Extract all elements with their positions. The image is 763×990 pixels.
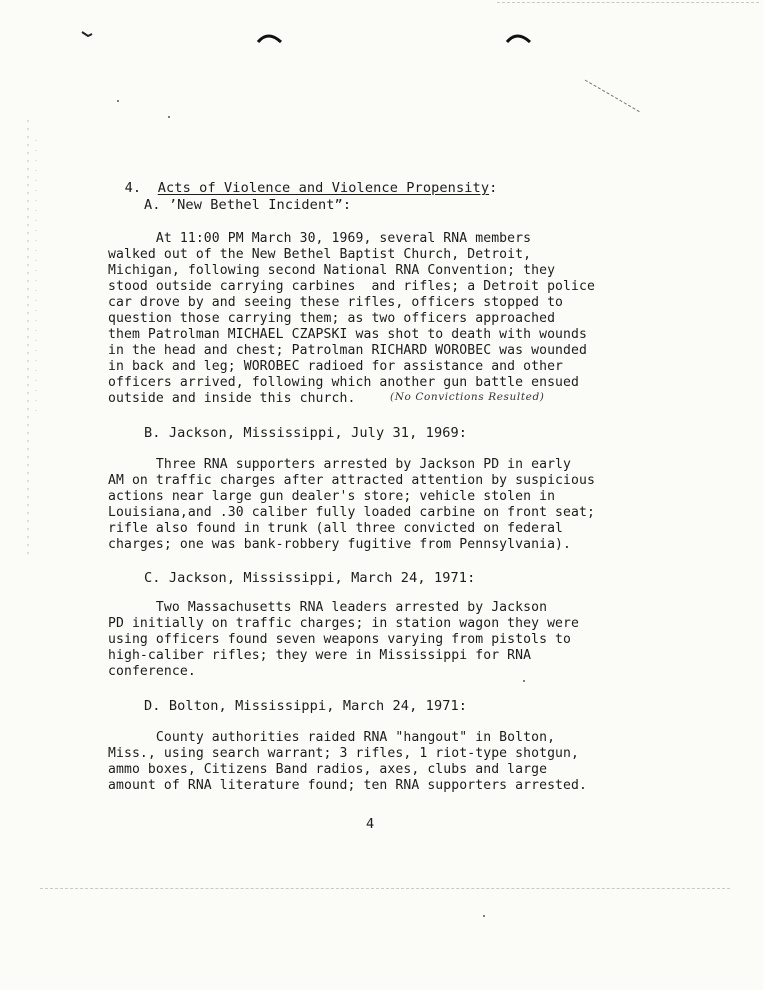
body-line: Michigan, following second National RNA Convention; they xyxy=(108,263,556,278)
hole-punch-mark-left xyxy=(258,36,281,42)
body-line: At 11:00 PM March 30, 1969, several RNA members xyxy=(108,231,532,246)
handwritten-annotation: (No Convictions Resulted) xyxy=(390,391,545,403)
speck xyxy=(117,100,119,102)
body-line: PD initially on traffic charges; in station wagon they were xyxy=(108,616,580,631)
section-number: 4. xyxy=(124,180,142,196)
top-edge-dashes xyxy=(497,2,759,3)
section-title-colon: : xyxy=(489,180,498,196)
body-line: officers arrived, following which another gun battle ensued xyxy=(108,375,580,390)
section-heading xyxy=(108,164,497,196)
body-line: using officers found seven weapons varying from pistols to xyxy=(108,632,572,647)
scan-mark xyxy=(82,32,92,36)
body-line: Two Massachusetts RNA leaders arrested by Jackson xyxy=(108,600,548,615)
incident-d-heading: D. Bolton, Mississippi, March 24, 1971: xyxy=(144,698,468,714)
body-line: question those carrying them; as two officers approached xyxy=(108,311,556,326)
body-line: AM on traffic charges after attracted attention by suspicious xyxy=(108,473,595,488)
body-line: conference. xyxy=(108,664,196,679)
speck xyxy=(483,915,485,917)
hole-punch-mark-right xyxy=(507,36,530,42)
body-line: stood outside carrying carbines and rifles; a Detroit police xyxy=(108,279,595,294)
speck xyxy=(523,680,525,682)
body-line: ammo boxes, Citizens Band radios, axes, clubs and large xyxy=(108,762,548,777)
body-line: County authorities raided RNA "hangout" in Bolton, xyxy=(108,730,556,745)
body-line: Louisiana,and .30 caliber fully loaded carbine on front seat; xyxy=(108,505,595,520)
speck xyxy=(168,116,170,118)
incident-b-heading: B. Jackson, Mississippi, July 31, 1969: xyxy=(144,425,468,441)
body-line: them Patrolman MICHAEL CZAPSKI was shot to death with wounds xyxy=(108,327,587,342)
page-number: 4 xyxy=(366,816,375,832)
body-line: walked out of the New Bethel Baptist Church, Detroit, xyxy=(108,247,532,262)
body-line: outside and inside this church. xyxy=(108,391,356,406)
body-line: in the head and chest; Patrolman RICHARD WOROBEC was wounded xyxy=(108,343,587,358)
bottom-edge-dashes xyxy=(40,888,730,889)
body-line: high-caliber rifles; they were in Mississippi for RNA xyxy=(108,648,532,663)
body-line: car drove by and seeing these rifles, officers stopped to xyxy=(108,295,564,310)
body-line: rifle also found in trunk (all three convicted on federal xyxy=(108,521,564,536)
body-line: actions near large gun dealer's store; vehicle stolen in xyxy=(108,489,556,504)
scan-scratch xyxy=(585,80,640,112)
incident-a-heading: A. ’New Bethel Incident”: xyxy=(144,197,352,213)
section-title: Acts of Violence and Violence Propensity xyxy=(157,180,490,196)
body-line: amount of RNA literature found; ten RNA supporters arrested. xyxy=(108,778,587,793)
body-line: Three RNA supporters arrested by Jackson PD in early xyxy=(108,457,572,472)
incident-c-heading: C. Jackson, Mississippi, March 24, 1971: xyxy=(144,570,476,586)
body-line: in back and leg; WOROBEC radioed for assistance and other xyxy=(108,359,564,374)
body-line: Miss., using search warrant; 3 rifles, 1 riot-type shotgun, xyxy=(108,746,580,761)
body-line: charges; one was bank-robbery fugitive from Pennsylvania). xyxy=(108,537,572,552)
